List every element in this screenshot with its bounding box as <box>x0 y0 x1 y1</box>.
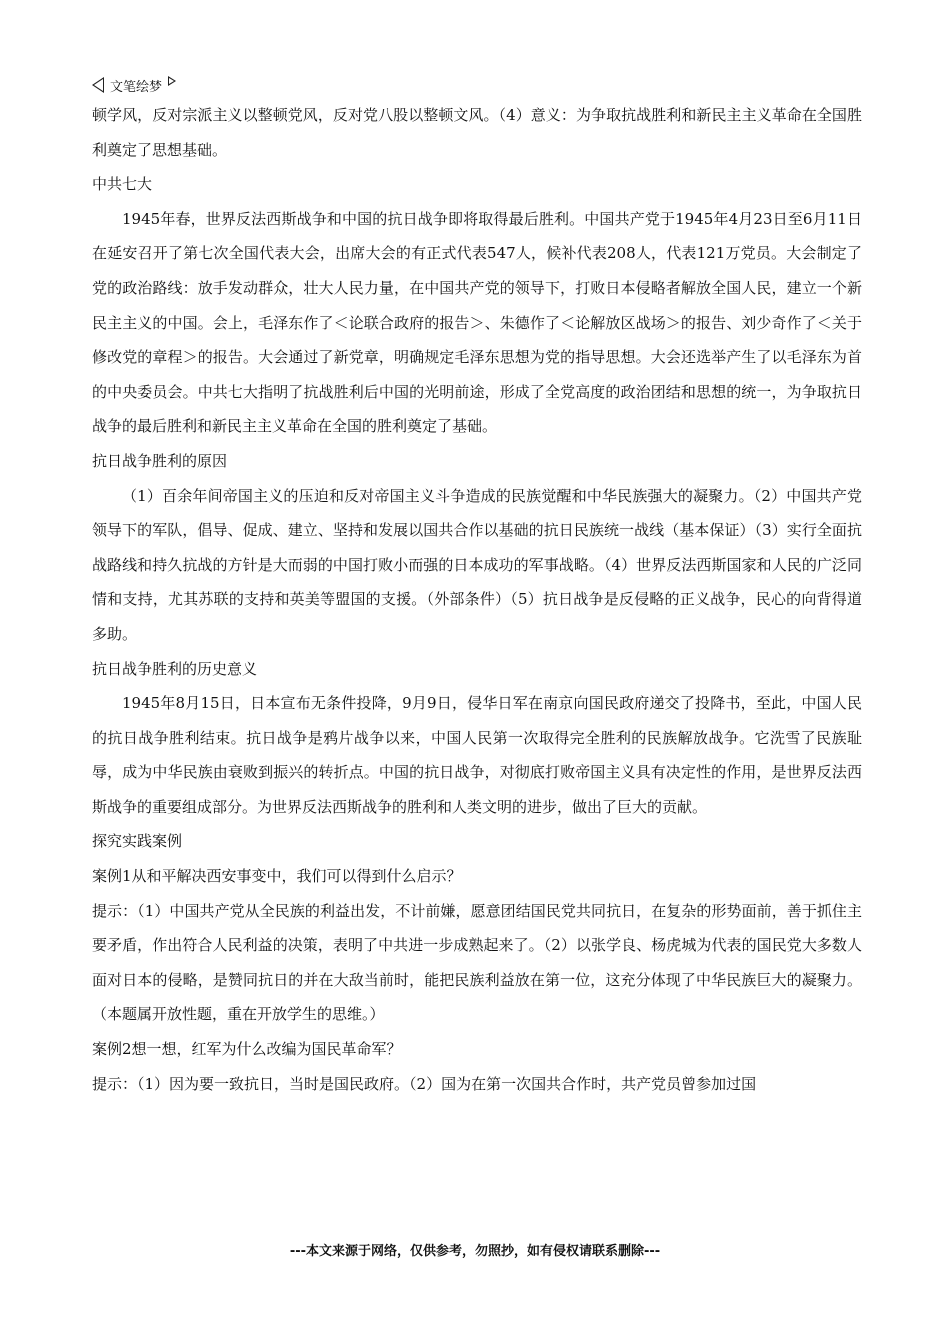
triangle-right-icon <box>168 76 176 86</box>
section-heading: 抗日战争胜利的历史意义 <box>92 659 258 678</box>
paragraph: （1）百余年间帝国主义的压迫和反对帝国主义斗争造成的民族觉醒和中华民族强大的凝聚力。（2）中国共产党领导下的军队，倡导、促成、建立、坚持和发展以国共合作以基础的抗日民族统一战线（基本保证）（3）实行全面抗战路线和持久抗战的方针是大而弱的中国打败小而强的日本成功的军事战略。（4）世界反法西斯国家和人民的广泛同情和支持，尤其苏联的支持和英美等盟国的支援。（外部条件）（5）抗日战争是反侵略的正义战争，民心的向背得道多助。 <box>92 486 862 643</box>
case-question: 案例1从和平解决西安事变中，我们可以得到什么启示？ <box>92 867 462 886</box>
section-heading: 抗日战争胜利的原因 <box>92 451 228 470</box>
document-body <box>92 98 862 1101</box>
triangle-left-icon <box>92 77 104 93</box>
paragraph: 顿学风，反对宗派主义以整顿党风，反对党八股以整顿文风。（4）意义：为争取抗战胜利和新民主主义革命在全国胜利奠定了思想基础。 <box>92 106 862 159</box>
case-question: 案例2想一想，红军为什么改编为国民革命军？ <box>92 1040 402 1059</box>
page-header <box>92 74 176 96</box>
case-hint: 提示：（1）中国共产党从全民族的利益出发，不计前嫌，愿意团结国民党共同抗日，在复杂的形势面前，善于抓住主要矛盾，作出符合人民利益的决策，表明了中共进一步成熟起来了。（2）以张学良、杨虎城为代表的国民党大多数人面对日本的侵略，是赞同抗日的并在大敌当前时，能把民族利益放在第一位，这充分体现了中华民族巨大的凝聚力。（本题属开放性题，重在开放学生的思维。） <box>92 901 862 1024</box>
section-heading: 中共七大 <box>92 175 153 194</box>
case-hint: 提示：（1）因为要一致抗日，当时是国民政府。（2）国为在第一次国共合作时，共产党员曾参加过国 <box>92 1074 757 1093</box>
page-footer: ---本文来源于网络，仅供参考，勿照抄，如有侵权请联系删除--- <box>289 1244 661 1259</box>
paragraph: 1945年8月15日，日本宣布无条件投降，9月9日，侵华日军在南京向国民政府递交了投降书，至此，中国人民的抗日战争胜利结束。抗日战争是鸦片战争以来，中国人民第一次取得完全胜利的民族解放战争。它洗雪了民族耻辱，成为中华民族由衰败到振兴的转折点。中国的抗日战争，对彻底打败帝国主义具有决定性的作用，是世界反法西斯战争的重要组成部分。为世界反法西斯战争的胜利和人类文明的进步，做出了巨大的贡献。 <box>92 694 862 816</box>
paragraph: 1945年春，世界反法西斯战争和中国的抗日战争即将取得最后胜利。中国共产党于1945年4月23日至6月11日在延安召开了第七次全国代表大会，出席大会的有正式代表547人，候补代表208人，代表121万党员。大会制定了党的政治路线：放手发动群众，壮大人民力量，在中国共产党的领导下，打败日本侵略者解放全国人民，建立一个新民主主义的中国。会上，毛泽东作了＜论联合政府的报告＞、朱德作了＜论解放区战场＞的报告、刘少奇作了＜关于修改党的章程＞的报告。大会通过了新党章，明确规定毛泽东思想为党的指导思想。大会还选举产生了以毛泽东为首的中央委员会。中共七大指明了抗战胜利后中国的光明前途，形成了全党高度的政治团结和思想的统一，为争取抗日战争的最后胜利和新民主主义革命在全国的胜利奠定了基础。 <box>92 209 862 436</box>
brand-text: 文笔绘梦 <box>110 79 163 95</box>
section-heading: 探究实践案例 <box>92 832 183 851</box>
